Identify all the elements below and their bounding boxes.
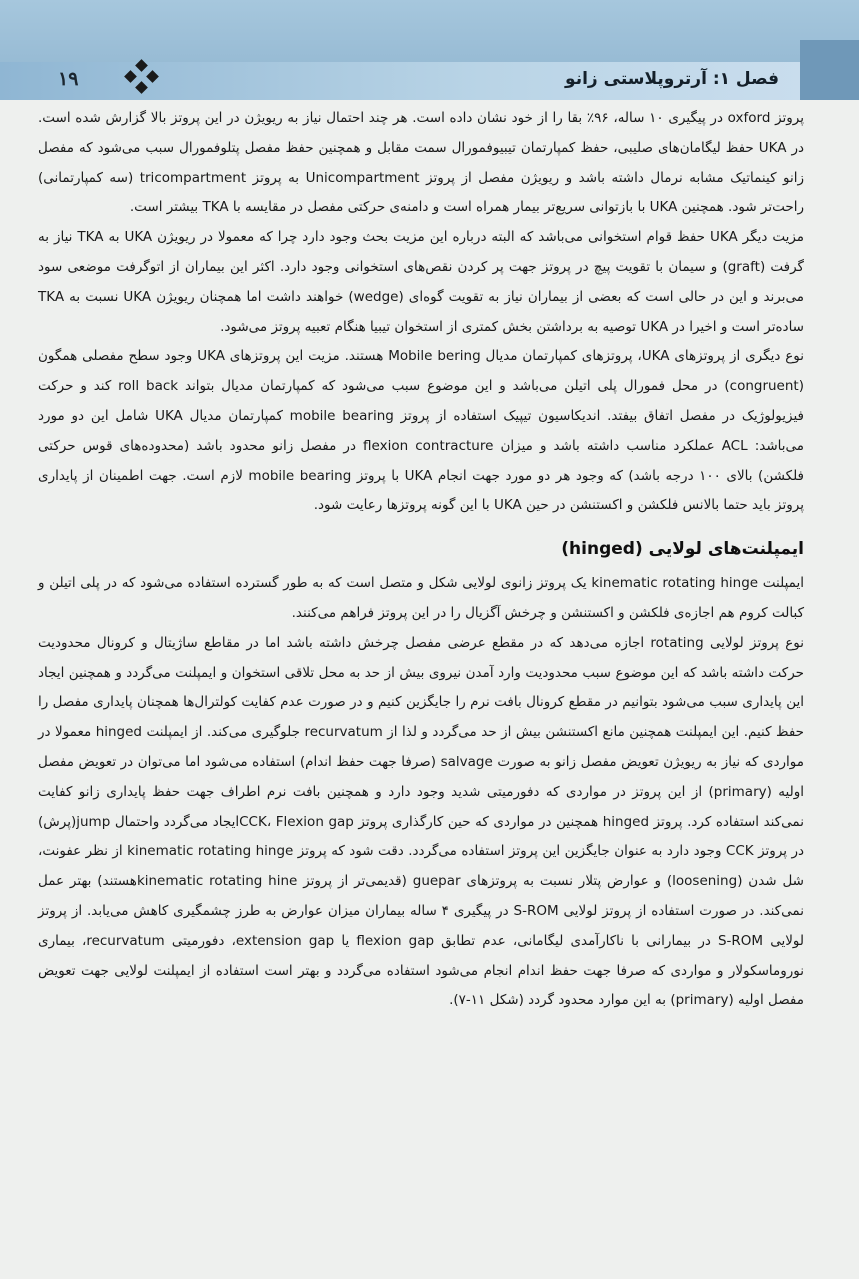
- paragraph: مزیت دیگر UKA حفظ قوام استخوانی می‌باشد که البته درباره این مزیت بحث وجود دارد چرا که معمولا در ریویژن UKA به TKA نیاز به گرفت (graft) و سیمان با تقویت پیچ در پروتز جهت پر کردن نقص‌های استخوانی وجود دارد. اکثر این بیماران از اتوگرفت موضعی سود می‌برند و این در حالی است که بعضی از بیماران نیاز به تقویت گوه‌ای (wedge) خواهند داشت اما همچنان ریویژن UKA نسبت به TKA ساده‌تر است و اخیرا در UKA توصیه به برداشتن بخش کمتری از استخوان تیبیا هنگام تعبیه پروتز می‌شود.: [38, 229, 805, 335]
- paragraph: پروتز oxford در پیگیری ۱۰ ساله، ۹۶٪ بقا را از خود نشان داده است. هر چند احتمال نیاز به ریویژن در این پروتز بالا گزارش شده است. در UKA حفظ لیگامان‌های صلیبی، حفظ کمپارتمان تیبیوفمورال سمت مقابل و همچنین حفظ مفصل پتلوفمورال سبب می‌شود که مفصل زانو کینماتیک مشابه نرمال داشته باشد و ریویژن مفصل از پروتز Unicompartment به پروتز tricompartment (سه کمپارتمانی) راحت‌تر شود. همچنین UKA با بازتوانی سریع‌تر بیمار همراه است و دامنه‌ی حرکتی مفصل در مقایسه با TKA بیشتر است.: [38, 110, 805, 216]
- header-edge-tab: [800, 40, 859, 100]
- section-uka: [38, 104, 804, 521]
- paragraph: نوع دیگری از پروتزهای UKA، پروتزهای کمپارتمان مدیال Mobile bering هستند. مزیت این پروتزهای UKA وجود سطح مفصلی همگون (congruent) در محل فمورال پلی اتیلن می‌باشد و این موضوع سبب می‌شود که کمپارتمان مدیال بتواند roll back کند و حرکت فیزیولوژیک در مفصل اتفاق بیفتد. اندیکاسیون تیپیک استفاده از پروتز mobile bearing کمپارتمان مدیال UKA شامل این دو مورد می‌باشد: ACL عملکرد مناسب داشته باشد و میزان flexion contracture در مفصل زانو محدود باشد (محدوده‌های قوس حرکتی فلکشن) بالای ۱۰۰ درجه باشد) که وجود هر دو مورد جهت انجام UKA با پروتز mobile bearing لازم است. جهت اطمینان از پایداری پروتز باید حتما بالانس فلکشن و اکستنشن در حین UKA با این گونه پروتزها رعایت شود.: [38, 348, 805, 514]
- page-header: [0, 0, 859, 100]
- diamond-cluster-icon: [122, 58, 162, 98]
- chapter-title: فصل ۱: آرتروپلاستی زانو: [565, 69, 779, 89]
- page-number: ۱۹: [58, 68, 79, 90]
- paragraph: ایمپلنت kinematic rotating hinge یک پروتز زانوی لولایی شکل و متصل است که به طور گسترده استفاده می‌شود که در پلی اتیلن و کبالت کروم هم اجازه‌ی فلکشن و اکستنشن و چرخش آگزیال را در این پروتز فراهم می‌کنند.: [38, 575, 804, 621]
- section-heading: ایمپلنت‌های لولایی (hinged): [561, 539, 804, 560]
- section-hinged-implants: [38, 529, 804, 1016]
- paragraph: نوع پروتز لولایی rotating اجازه می‌دهد که در مقطع عرضی مفصل چرخش داشته باشد اما در مقاطع ساژیتال و کرونال محدودیت حرکت داشته باشد که این موضوع سبب محدودیت وارد آمدن نیروی بیش از حد به محل تلاقی استخوان و ایمپلنت می‌گردد و همچنین ایجاد این پایداری سبب می‌شود بتوانیم در مقطع کرونال بافت نرم را جایگزین کنیم و در صورت عدم کفایت کولترال‌ها همچنان پایداری مفصل را حفظ کنیم. این ایمپلنت همچنین مانع اکستنشن بیش از حد می‌گردد و لذا از recurvatum جلوگیری می‌کند. از ایمپلنت hinged معمولا در مواردی که نیاز به ریویژن تعویض مفصل زانو به صورت salvage (صرفا جهت حفظ اندام) استفاده می‌شود اما می‌توان در تعویض مفصل اولیه (primary) از این پروتز در مواردی که دفورمیتی شدید وجود دارد و همچنین بافت نرم اطراف جهت حفظ پایداری زانو کفایت نمی‌کند استفاده کرد. پروتز hinged همچنین در مواردی که حین کارگذاری پروتز CCK، Flexion gapایجاد می‌گردد واحتمال jump(پرش) در پروتز CCK وجود دارد به عنوان جایگزین این پروتز استفاده می‌گردد. دقت شود که پروتز kinematic rotating hinge از نظر عفونت، شل شدن (loosening) و عوارض پتلار نسبت به پروتزهای guepar (قدیمی‌تر از پروتز kinematic rotating hineهستند) بهتر عمل نمی‌کند. در صورت استفاده از پروتز لولایی S-ROM در پیگیری ۴ ساله بیماران میزان عوارض به طرز چشمگیری کاهش می‌یابد. از پروتز لولایی S-ROM در بیمارانی با ناکارآمدی لیگامانی، عدم تطابق flexion gap یا extension gap، دفورمیتی recurvatum، بیماری نوروماسکولار و مواردی که صرفا جهت حفظ اندام انجام می‌شود استفاده می‌گردد و بهتر است استفاده از ایمپلنت لولایی جهت تعویض مفصل اولیه (primary) به این موارد محدود گردد (شکل ۱۱-۷).: [38, 634, 805, 1009]
- page-body: [38, 104, 804, 1016]
